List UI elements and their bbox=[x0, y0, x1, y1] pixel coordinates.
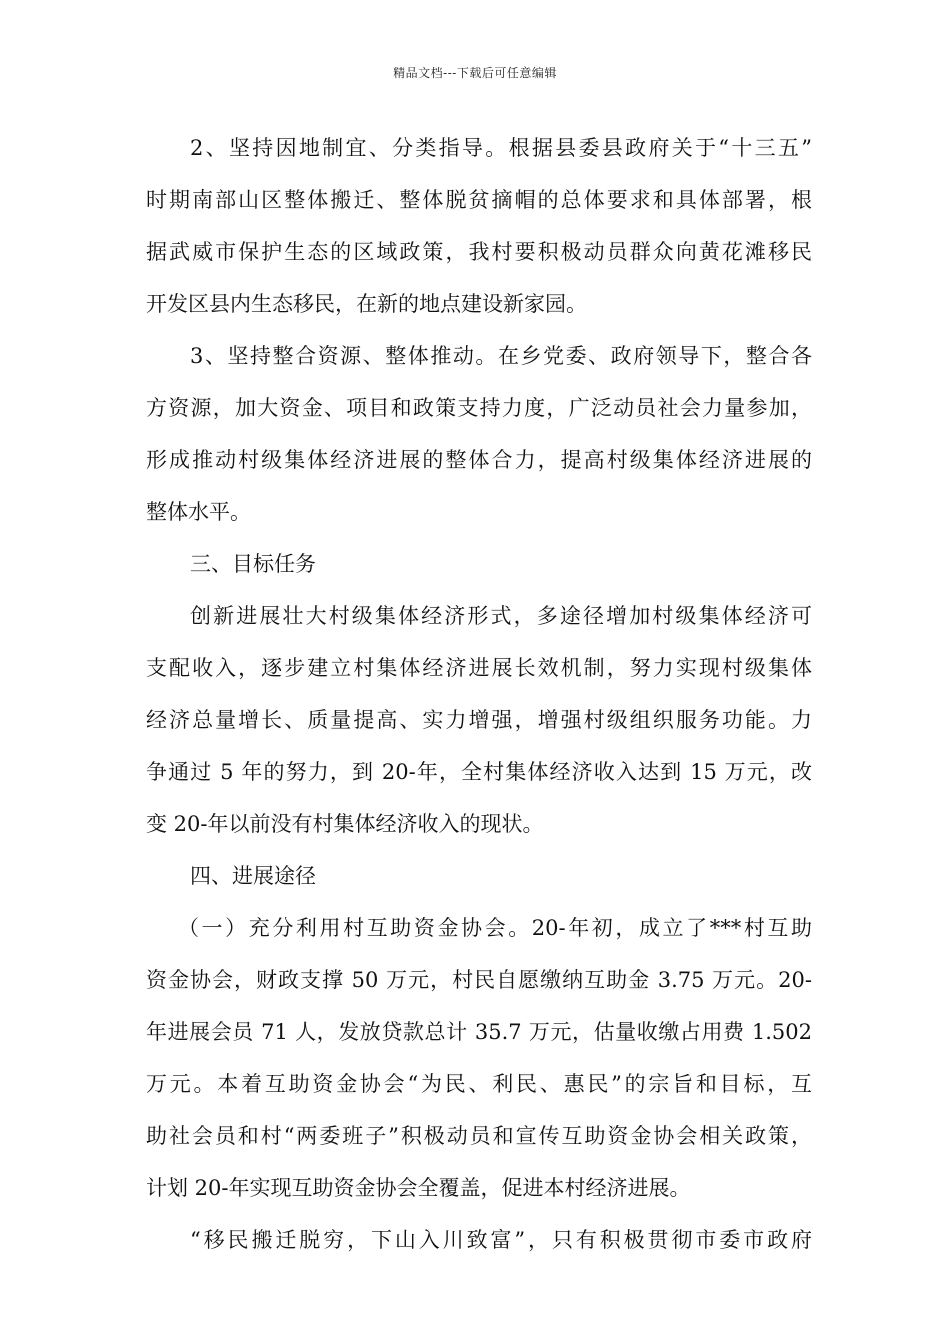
paragraph-line: “移民搬迁脱穷，下山入川致富”，只有积极贯彻市委市政府 bbox=[190, 1228, 812, 1252]
paragraph-line: 变 20-年以前没有村集体经济收入的现状。 bbox=[146, 812, 544, 836]
paragraph-line: 计划 20-年实现互助资金协会全覆盖，促进本村经济进展。 bbox=[146, 1176, 691, 1200]
paragraph-line: （一）充分利用村互助资金协会。20-年初，成立了***村互助 bbox=[178, 916, 812, 940]
paragraph-line: 2、坚持因地制宜、分类指导。根据县委县政府关于“十三五” bbox=[190, 136, 812, 160]
paragraph-line: 经济总量增长、质量提高、实力增强，增强村级组织服务功能。力 bbox=[146, 708, 812, 732]
paragraph-line: 创新进展壮大村级集体经济形式，多途径增加村级集体经济可 bbox=[190, 604, 812, 628]
paragraph-line: 万元。本着互助资金协会“为民、利民、惠民”的宗旨和目标，互 bbox=[146, 1072, 812, 1096]
paragraph-line: 资金协会，财政支撑 50 万元，村民自愿缴纳互助金 3.75 万元。20- bbox=[146, 968, 812, 992]
paragraph-line: 形成推动村级集体经济进展的整体合力，提高村级集体经济进展的 bbox=[146, 448, 812, 472]
document-body bbox=[146, 122, 812, 1266]
page-header: 精品文档---下载后可任意编辑 bbox=[393, 66, 557, 80]
paragraph-line: 方资源，加大资金、项目和政策支持力度，广泛动员社会力量参加， bbox=[146, 396, 812, 420]
section-heading: 三、目标任务 bbox=[190, 552, 316, 576]
paragraph-line: 年进展会员 71 人，发放贷款总计 35.7 万元，估量收缴占用费 1.502 bbox=[146, 1020, 812, 1044]
paragraph-line: 时期南部山区整体搬迁、整体脱贫摘帽的总体要求和具体部署，根 bbox=[146, 188, 812, 212]
paragraph-line: 据武威市保护生态的区域政策，我村要积极动员群众向黄花滩移民 bbox=[146, 240, 812, 264]
paragraph-line: 助社会员和村“两委班子”积极动员和宣传互助资金协会相关政策， bbox=[146, 1124, 812, 1148]
paragraph-line: 支配收入，逐步建立村集体经济进展长效机制，努力实现村级集体 bbox=[146, 656, 812, 680]
paragraph-line: 开发区县内生态移民，在新的地点建设新家园。 bbox=[146, 292, 587, 316]
section-heading: 四、进展途径 bbox=[190, 864, 316, 888]
paragraph-line: 整体水平。 bbox=[146, 500, 251, 524]
paragraph-line: 争通过 5 年的努力，到 20-年，全村集体经济收入达到 15 万元，改 bbox=[146, 760, 812, 784]
paragraph-line: 3、坚持整合资源、整体推动。在乡党委、政府领导下，整合各 bbox=[190, 344, 812, 368]
